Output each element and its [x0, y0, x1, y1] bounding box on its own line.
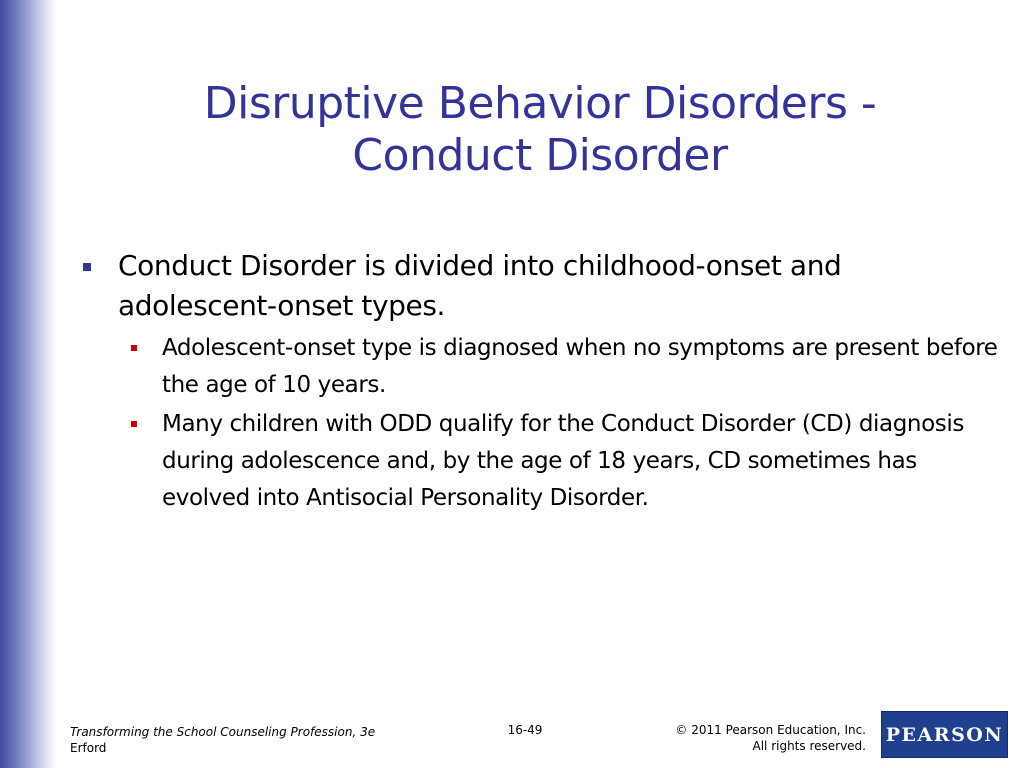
copyright-line-2: All rights reserved.	[752, 739, 866, 753]
sub-bullet-item	[80, 330, 1000, 404]
author-name: Erford	[70, 741, 107, 755]
title-line-2: Conduct Disorder	[352, 130, 728, 181]
logo-text: PEARSON	[885, 723, 1004, 746]
bullet-item	[80, 246, 1000, 326]
slide-body	[80, 246, 1000, 519]
bullet-text: Conduct Disorder is divided into childhood-onset and adolescent-onset types.	[118, 249, 842, 322]
title-line-1: Disruptive Behavior Disorders -	[203, 78, 877, 129]
footer-citation	[70, 724, 375, 756]
side-gradient-bar	[0, 0, 56, 768]
square-bullet-icon	[131, 345, 137, 351]
book-title: Transforming the School Counseling Profession, 3e	[70, 725, 376, 739]
slide-title	[100, 78, 980, 182]
sub-bullet-text: Adolescent-onset type is diagnosed when no symptoms are present before the age of 10 years.	[162, 335, 998, 398]
pearson-logo	[881, 711, 1008, 758]
copyright-line-1: © 2011 Pearson Education, Inc.	[675, 723, 866, 737]
copyright-notice	[675, 722, 866, 754]
sub-bullet-text: Many children with ODD qualify for the Conduct Disorder (CD) diagnosis during adolescence and, by the age of 18 years, CD sometimes has evolved into Antisocial Personality Disorder.	[162, 411, 964, 511]
square-bullet-icon	[83, 263, 91, 271]
sub-bullet-item	[80, 406, 1000, 517]
square-bullet-icon	[131, 421, 137, 427]
slide-number: 16-49	[507, 723, 543, 737]
